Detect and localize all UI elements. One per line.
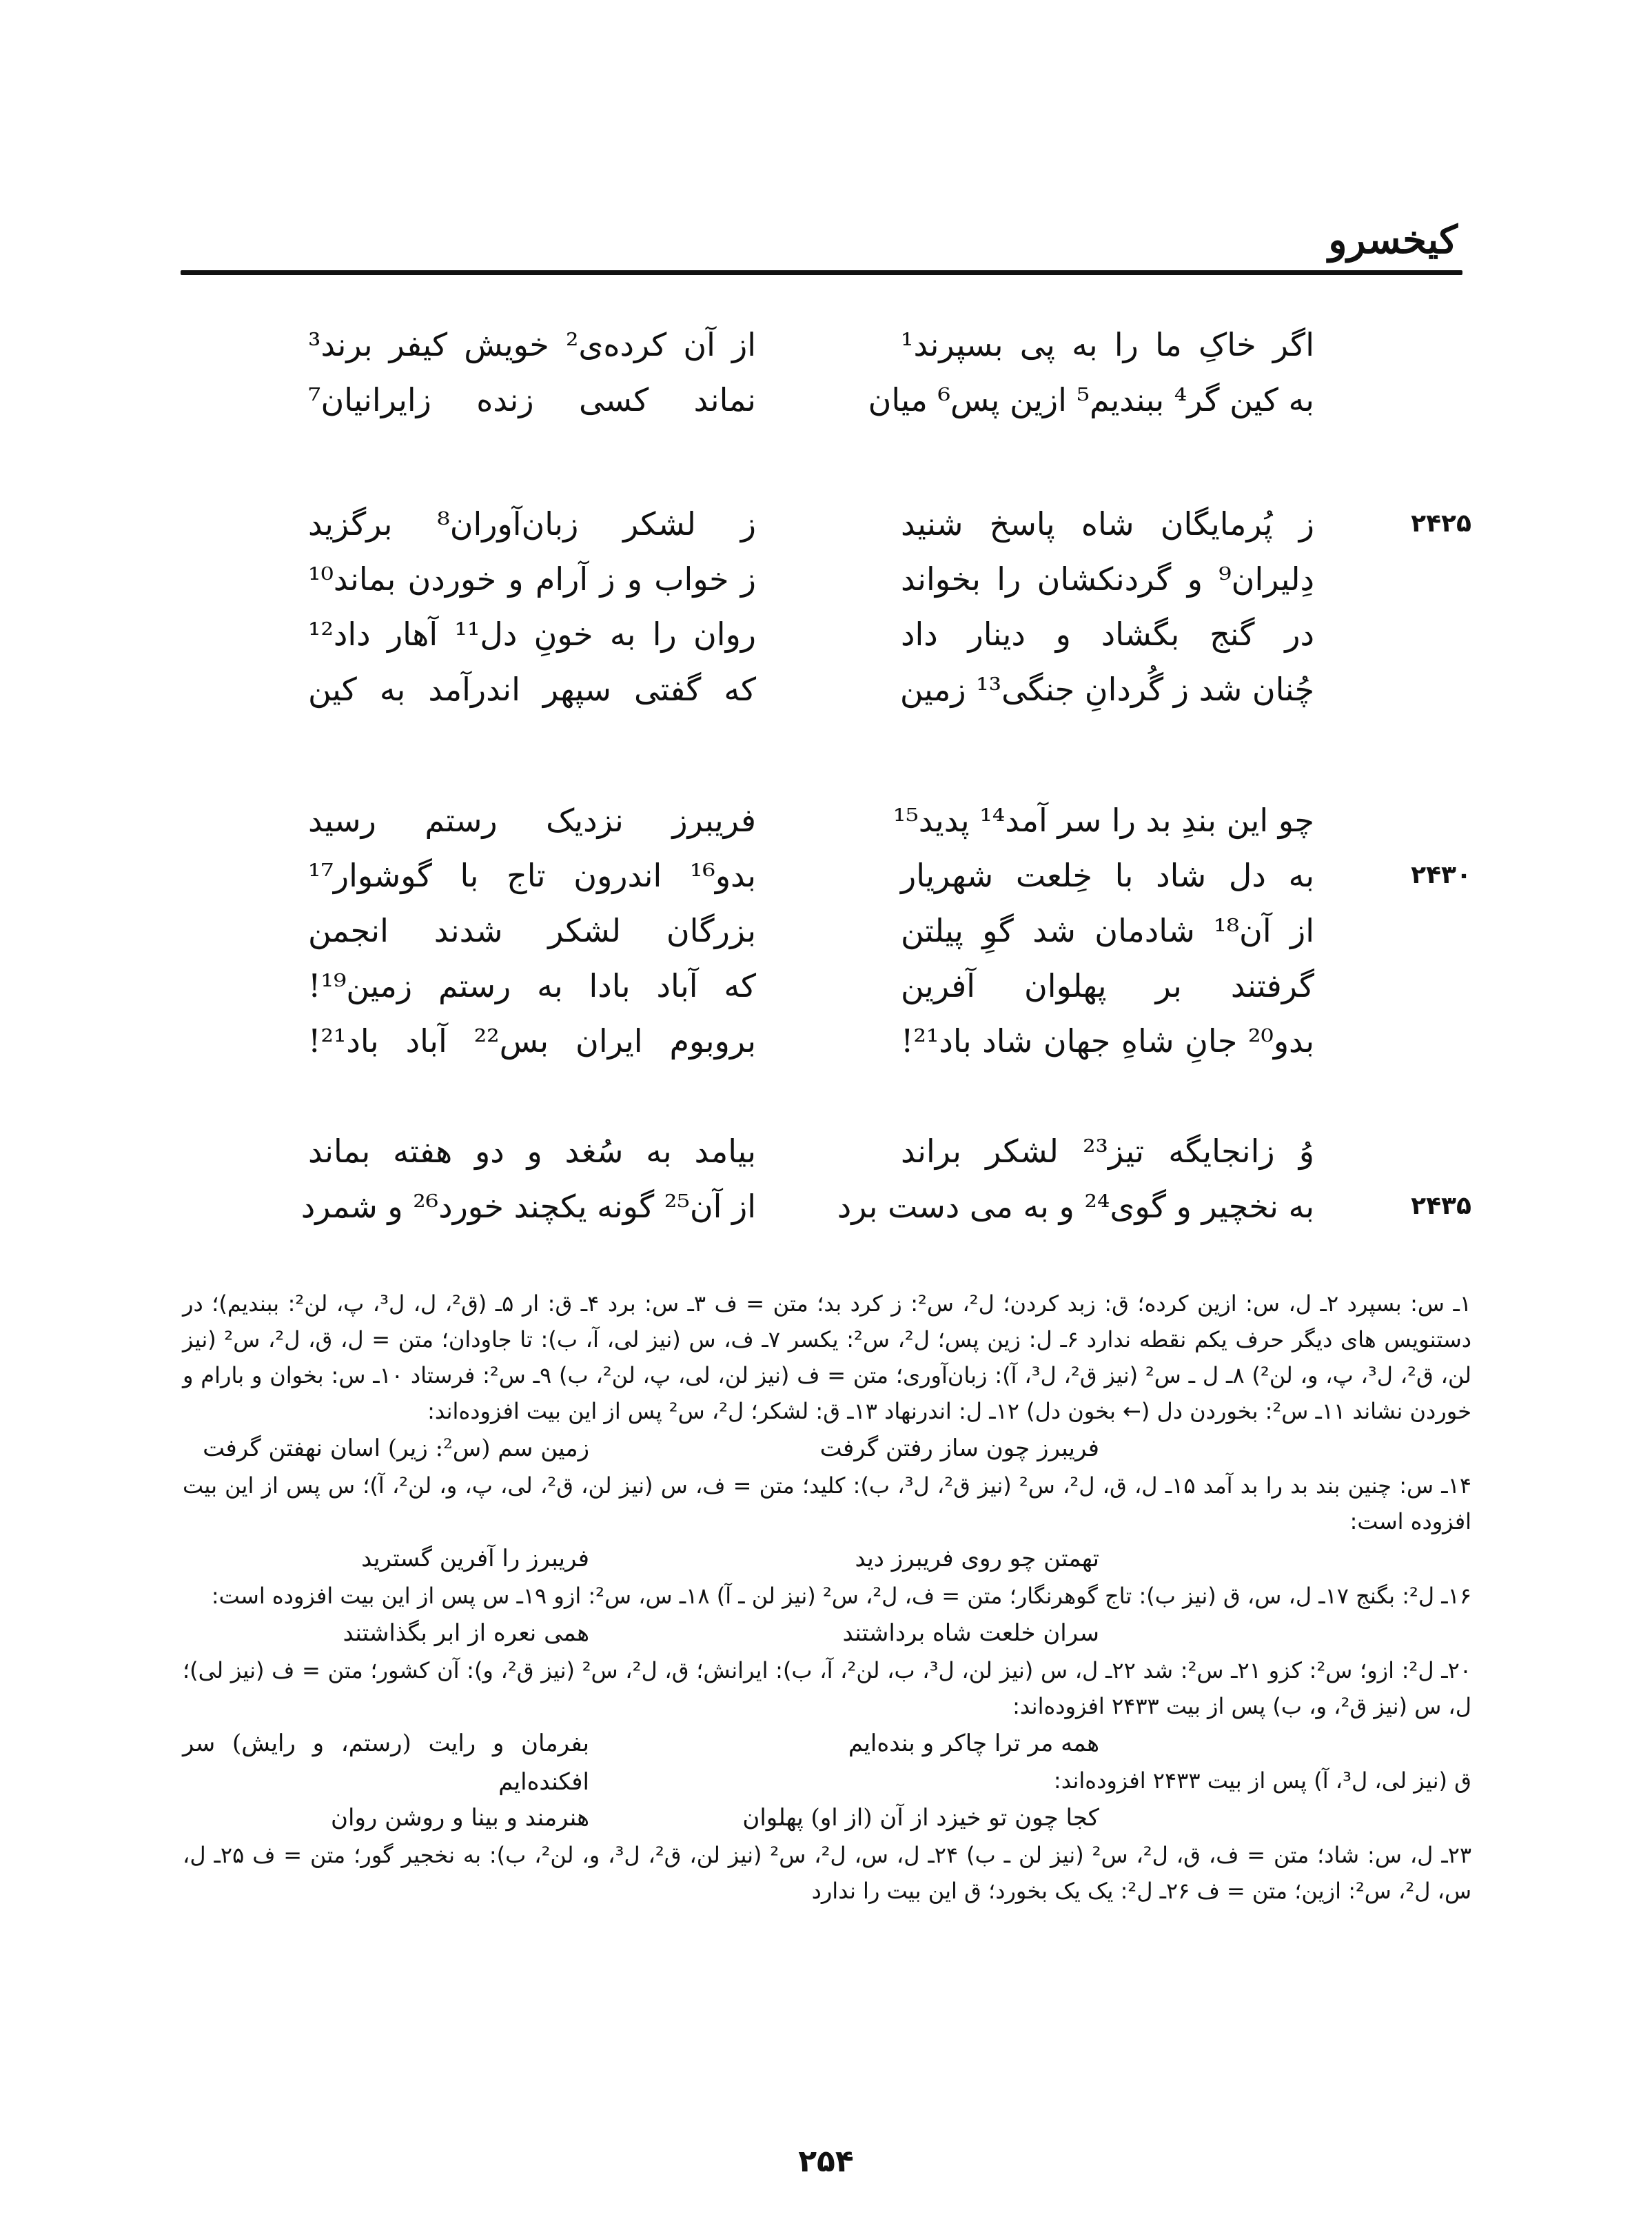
first-hemistich: به دل شاد با خِلعت شهریار bbox=[901, 857, 1314, 894]
first-hemistich: از آن¹⁸ شادمان شد گوِ پیلتن bbox=[901, 912, 1314, 949]
second-hemistich: نماند کسی زنده زایرانیان⁷ bbox=[308, 381, 756, 418]
second-hemistich: از آن کرده‌ی² خویش کیفر برند³ bbox=[308, 326, 756, 363]
first-hemistich: دِلیران⁹ و گردنکشان را بخواند bbox=[901, 560, 1314, 598]
second-hemistich: بزرگان لشکر شدند انجمن bbox=[308, 912, 756, 949]
couplet bbox=[0, 1013, 1652, 1068]
stanza bbox=[0, 496, 1652, 717]
second-hemistich: بدو¹⁶ اندرون تاج با گوشوار¹⁷ bbox=[308, 857, 756, 894]
verse-number: ۲۴۲۵ bbox=[1411, 509, 1471, 538]
quoted-variant-verse bbox=[183, 1429, 1471, 1468]
stanza bbox=[0, 317, 1652, 427]
second-hemistich: ز خواب و ز آرام و خوردن بماند¹⁰ bbox=[308, 560, 756, 598]
footnote-paragraph: ۲۰ـ ل²: ازو؛ س²: کزو ۲۱ـ س²: شد ۲۲ـ ل، س (نیز لن، ل³، ب، لن²، آ، ب): ایرانش؛ ق، ل²، س² (نیز ق²، و): آن کشور؛ متن = ف (نیز لی)؛ ل، س (نیز ق²، و، ب) پس از بیت ۲۴۳۳ افزوده‌اند: bbox=[183, 1657, 1472, 1719]
verse-number: ۲۴۳۵ bbox=[1411, 1192, 1471, 1220]
couplet bbox=[0, 793, 1652, 848]
first-hemistich: چُنان شد ز گُردانِ جنگی¹³ زمین bbox=[899, 671, 1314, 708]
second-hemistich: روان را به خونِ دل¹¹ آهار داد¹² bbox=[308, 616, 756, 653]
footnote-paragraph: ق (نیز لی، ل³، آ) پس از بیت ۲۴۳۳ افزوده‌اند: bbox=[1053, 1767, 1471, 1794]
footnote-paragraph: ۱ـ س: بسپرد ۲ـ ل، س: ازین کرده؛ ق: زبد کردن؛ ل²، س²: ز کرد بد؛ متن = ف ۳ـ س: برد ۴ـ ق: ار ۵ـ (ق²، ل، ل³، پ، لن²: ببندیم)؛ در دستنویس های دیگر حرف یکم نقطه ندارد ۶ـ ل: زین پس؛ ل²، س²: یکسر ۷ـ ف، س (نیز لی، آ، ب): تا جاودان؛ متن = ل، ق، ل²، س² (نیز لن، ق²، ل³، پ، و، لن²) ۸ـ ل ـ س² (نیز ق²، ل³، آ): زبان‌آوری؛ متن = ف (نیز لن، لی، پ، لن²، ب) ۹ـ س²: فرستاد ۱۰ـ س: بخوان و بارام و خوردن نشاند ۱۱ـ س²: بخوردن دل (← بخون دل) ۱۲ـ ل: اندرنهاد ۱۳ـ ق: لشکر؛ ل²، س² پس از این بیت افزوده‌اند: bbox=[183, 1290, 1472, 1424]
second-hemistich: از آن²⁵ گونه یکچند خورد²⁶ و شمرد bbox=[300, 1188, 756, 1225]
variant-first-hemistich: کجا چون تو خیزد از آن (از او) پهلوان bbox=[742, 1804, 1099, 1832]
second-hemistich: بروبوم ایران بس²² آباد باد²¹! bbox=[308, 1022, 756, 1060]
quoted-variant-verse bbox=[183, 1539, 1471, 1578]
first-hemistich: گرفتند بر پهلوان آفرین bbox=[901, 967, 1314, 1004]
first-hemistich: بدو²⁰ جانِ شاهِ جهان شاد باد²¹! bbox=[901, 1022, 1314, 1060]
couplet bbox=[0, 958, 1652, 1013]
second-hemistich: که گفتی سپهر اندرآمد به کین bbox=[308, 671, 756, 708]
couplet bbox=[0, 848, 1652, 903]
first-hemistich: به کین گر⁴ ببندیم⁵ ازین پس⁶ میان bbox=[868, 381, 1314, 418]
variant-second-hemistich: همی نعره از ابر بگذاشتند bbox=[343, 1619, 589, 1647]
header-rule bbox=[181, 270, 1462, 275]
footnotes bbox=[183, 1286, 1471, 1909]
second-hemistich: که آباد بادا به رستم زمین¹⁹! bbox=[308, 967, 756, 1004]
second-hemistich: ز لشکر زبان‌آوران⁸ برگزید bbox=[308, 505, 756, 543]
couplet bbox=[0, 662, 1652, 717]
first-hemistich: اگر خاکِ ما را به پی بسپرند¹ bbox=[901, 326, 1314, 363]
stanza bbox=[0, 1124, 1652, 1234]
couplet bbox=[0, 1179, 1652, 1234]
variant-first-hemistich: سران خلعت شاه برداشتند bbox=[842, 1619, 1099, 1647]
couplet bbox=[0, 1124, 1652, 1179]
stanza bbox=[0, 793, 1652, 1068]
variant-second-hemistich: بفرمان و رایت (رستم، و رایش) سر افکنده‌ایم bbox=[183, 1730, 589, 1796]
couplet bbox=[0, 607, 1652, 662]
footnote-paragraph: ۱۶ـ ل²: بگنج ۱۷ـ ل، س، ق (نیز ب): تاج گوهرنگار؛ متن = ف، ل²، س² (نیز لن ـ آ) ۱۸ـ س، س²: ازو ۱۹ـ س پس از این بیت افزوده است: bbox=[211, 1583, 1471, 1609]
running-title: کیخسرو bbox=[1328, 217, 1458, 263]
verse-number: ۲۴۳۰ bbox=[1411, 861, 1471, 889]
couplet bbox=[0, 551, 1652, 607]
first-hemistich: ز پُرمایگان شاه پاسخ شنید bbox=[901, 505, 1314, 543]
page-number: ۲۵۴ bbox=[798, 2144, 854, 2179]
variant-first-hemistich: فریبرز چون ساز رفتن گرفت bbox=[819, 1435, 1099, 1462]
variant-first-hemistich: همه مر ترا چاکر و بنده‌ایم bbox=[848, 1730, 1099, 1757]
couplet bbox=[0, 903, 1652, 958]
variant-first-hemistich: تهمتن چو روی فریبرز دید bbox=[855, 1545, 1099, 1572]
variant-second-hemistich: فریبرز را آفرین گسترید bbox=[361, 1545, 589, 1572]
couplet bbox=[0, 317, 1652, 372]
footnote-paragraph: ۲۳ـ ل، س: شاد؛ متن = ف، ق، ل²، س² (نیز لن ـ ب) ۲۴ـ ل، س، ل²، س² (نیز لن، ق²، ل³، و، لن²، ب): به نخجیر گور؛ متن = ف ۲۵ـ ل، س، ل²، س²: ازین؛ متن = ف ۲۶ـ ل²: یک یک بخورد؛ ق این بیت را ندارد bbox=[183, 1842, 1472, 1904]
footnote-paragraph: ۱۴ـ س: چنین بند بد را بد آمد ۱۵ـ ل، ق، ل²، س² (نیز ق²، ل³، ب): کلید؛ متن = ف، س (نیز لن، ق²، لی، پ، و، لن²، آ)؛ س پس از این بیت افزوده است: bbox=[183, 1472, 1472, 1534]
couplet bbox=[0, 372, 1652, 427]
first-hemistich: چو این بندِ بد را سر آمد¹⁴ پدید¹⁵ bbox=[893, 802, 1314, 839]
couplet bbox=[0, 496, 1652, 551]
first-hemistich: در گنج بگشاد و دینار داد bbox=[901, 616, 1314, 653]
quoted-variant-verse bbox=[183, 1614, 1471, 1652]
quoted-variant-verse bbox=[183, 1799, 1471, 1837]
first-hemistich: وُ زانجایگه تیز²³ لشکر براند bbox=[901, 1133, 1314, 1170]
variant-second-hemistich: هنرمند و بینا و روشن روان bbox=[331, 1804, 589, 1832]
second-hemistich: بیامد به سُغد و دو هفته بماند bbox=[308, 1133, 756, 1170]
first-hemistich: به نخچیر و گوی²⁴ و به می دست برد bbox=[837, 1188, 1314, 1225]
variant-second-hemistich: زمین سم (س²: زیر) اسان نهفتن گرفت bbox=[203, 1435, 589, 1462]
second-hemistich: فریبرز نزدیک رستم رسید bbox=[308, 802, 756, 839]
